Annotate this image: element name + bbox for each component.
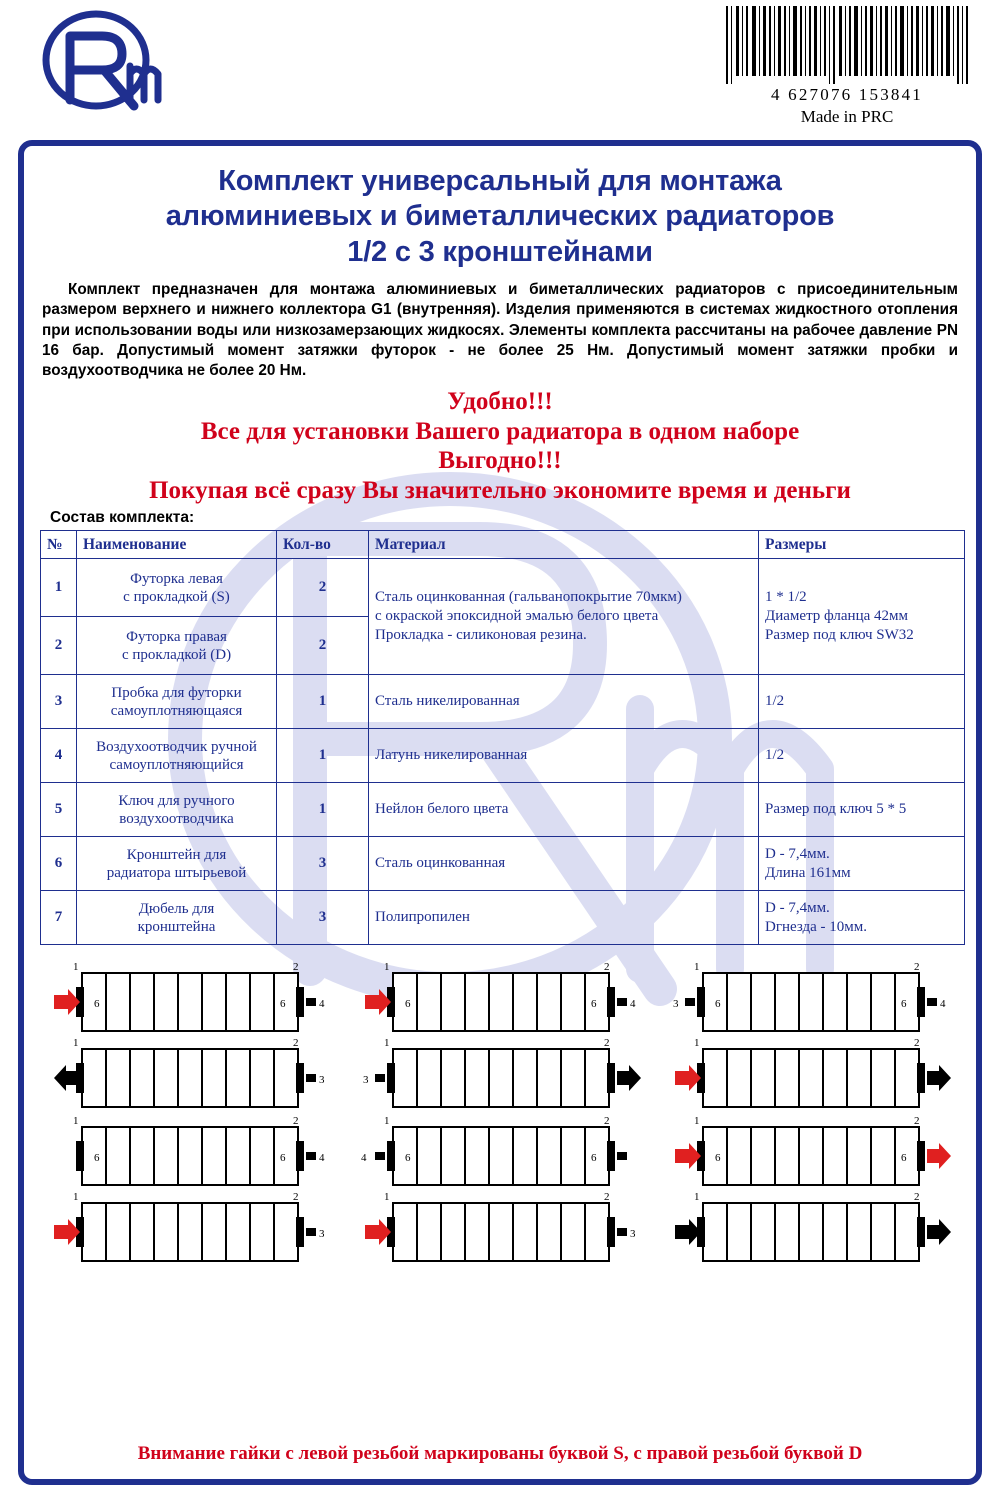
barcode-image xyxy=(722,6,972,84)
svg-text:6: 6 xyxy=(715,1152,721,1165)
svg-text:6: 6 xyxy=(280,1152,286,1165)
svg-text:6: 6 xyxy=(94,998,100,1011)
cell-size xyxy=(759,891,965,945)
cell-quantity: 1 xyxy=(277,729,369,783)
svg-text:6: 6 xyxy=(94,1152,100,1165)
svg-text:1: 1 xyxy=(383,961,390,974)
svg-text:3: 3 xyxy=(362,1074,369,1087)
cell-size: 1/2 xyxy=(759,675,965,729)
cell-name-line-2: с прокладкой (S) xyxy=(123,588,230,605)
svg-text:6: 6 xyxy=(280,998,286,1011)
cell-name-line-1: Ключ для ручного xyxy=(118,792,235,809)
table-row xyxy=(41,729,965,783)
svg-text:6: 6 xyxy=(901,1152,907,1165)
svg-text:6: 6 xyxy=(404,998,411,1011)
svg-text:2: 2 xyxy=(603,1037,610,1050)
cell-size-merged xyxy=(759,559,965,675)
diagram-3 xyxy=(661,959,964,1109)
cell-material-merged xyxy=(369,559,759,675)
footer-warning: Внимание гайки с левой резьбой маркированы буквой S, с правой резьбой буквой D xyxy=(137,1443,863,1464)
table-row xyxy=(41,891,965,945)
table-row xyxy=(41,783,965,837)
th-quantity: Кол-во xyxy=(277,531,369,559)
cell-size: 1/2 xyxy=(759,729,965,783)
size-line-2: Длина 161мм xyxy=(765,864,851,881)
table-row xyxy=(41,837,965,891)
size-line-1: D - 7,4мм. xyxy=(765,899,830,916)
svg-text:6: 6 xyxy=(901,998,907,1011)
cell-material: Сталь оцинкованная xyxy=(369,837,759,891)
svg-text:4: 4 xyxy=(360,1152,367,1165)
cell-material: Сталь никелированная xyxy=(369,675,759,729)
diagram-4 xyxy=(40,1113,343,1263)
cell-number: 2 xyxy=(41,617,77,675)
svg-text:3: 3 xyxy=(319,1074,325,1087)
barcode-block xyxy=(722,6,972,127)
svg-text:3: 3 xyxy=(629,1228,636,1241)
kit-table xyxy=(40,530,965,945)
diagram-5 xyxy=(351,1113,654,1263)
svg-text:4: 4 xyxy=(319,998,325,1011)
intro-paragraph: Комплект предназначен для монтажа алюминиевых и биметаллических радиаторов с присоединительным размером верхнего и нижнего коллектора G1 (внутренняя). Изделия применяются в системах жидкостного отопления при использовании воды или низкозамерзающих жидкосях. Элементы комплекта рассчитаны на рабочее давление PN 16 бар. Допустимый момент затяжки футорок - не более 25 Нм. Допустимый момент затяжки пробки и воздухоотводчика не более 20 Нм. xyxy=(42,281,958,379)
material-line-3: Прокладка - силиконовая резина. xyxy=(375,626,587,643)
cell-name-line-2: самоуплотняющаяся xyxy=(110,702,243,719)
cell-name-line-1: Пробка для футорки xyxy=(111,684,242,701)
svg-text:1: 1 xyxy=(383,1191,390,1204)
cell-name-line-1: Кронштейн для xyxy=(126,846,227,863)
cell-name xyxy=(77,675,277,729)
svg-text:6: 6 xyxy=(715,998,721,1011)
svg-text:1: 1 xyxy=(73,1037,79,1050)
svg-text:2: 2 xyxy=(293,1191,299,1204)
cell-quantity: 1 xyxy=(277,783,369,837)
title-line-2: алюминиевых и биметаллических радиаторов xyxy=(165,200,835,233)
cell-quantity: 2 xyxy=(277,559,369,617)
company-logo xyxy=(30,8,185,118)
cell-name-line-2: воздухоотводчика xyxy=(119,810,234,827)
page-title xyxy=(40,164,960,270)
svg-text:2: 2 xyxy=(603,961,610,974)
cell-material: Нейлон белого цвета xyxy=(369,783,759,837)
cell-quantity: 3 xyxy=(277,891,369,945)
diagram-1 xyxy=(40,959,343,1109)
title-line-1: Комплект универсальный для монтажа xyxy=(218,165,782,197)
title-line-3: 1/2 с 3 кронштейнами xyxy=(347,235,653,268)
svg-text:1: 1 xyxy=(694,1191,700,1204)
cell-name xyxy=(77,559,277,617)
slogan-line-4: Покупая всё сразу Вы значительно экономите время и деньги xyxy=(149,476,851,504)
svg-text:4: 4 xyxy=(940,998,946,1011)
cell-material: Латунь никелированная xyxy=(369,729,759,783)
th-material: Материал xyxy=(369,531,759,559)
svg-text:2: 2 xyxy=(603,1115,610,1128)
svg-text:2: 2 xyxy=(293,961,299,974)
slogan-line-1: Удобно!!! xyxy=(447,388,553,416)
svg-text:3: 3 xyxy=(673,998,679,1011)
cell-number: 4 xyxy=(41,729,77,783)
material-line-1: Сталь оцинкованная (гальванопокрытие 70мкм) xyxy=(375,589,682,606)
cell-name-line-2: с прокладкой (D) xyxy=(121,646,232,663)
cell-material: Полипропилен xyxy=(369,891,759,945)
cell-name-line-2: радиатора штырьевой xyxy=(106,864,247,881)
svg-text:2: 2 xyxy=(914,1037,920,1050)
svg-text:6: 6 xyxy=(590,998,597,1011)
cell-name-line-1: Футорка левая xyxy=(130,570,223,587)
cell-quantity: 3 xyxy=(277,837,369,891)
size-line-3: Размер под ключ SW32 xyxy=(765,626,914,643)
document-panel xyxy=(18,140,982,1485)
svg-text:2: 2 xyxy=(603,1191,610,1204)
svg-text:2: 2 xyxy=(914,961,920,974)
cell-name-line-2: самоуплотняющийся xyxy=(109,756,244,773)
material-line-2: с окраской эпоксидной эмалью белого цвета xyxy=(375,608,659,625)
svg-text:1: 1 xyxy=(694,961,700,974)
cell-quantity: 1 xyxy=(277,675,369,729)
size-line-2: Dгнезда - 10мм. xyxy=(765,918,868,935)
cell-name xyxy=(77,617,277,675)
svg-text:3: 3 xyxy=(319,1228,325,1241)
svg-text:2: 2 xyxy=(914,1191,920,1204)
cell-name xyxy=(77,783,277,837)
svg-text:6: 6 xyxy=(404,1152,411,1165)
slogan-block xyxy=(40,387,960,505)
svg-text:1: 1 xyxy=(383,1115,390,1128)
barcode-number: 4 627076 153841 xyxy=(771,85,923,104)
th-number: № xyxy=(41,531,77,559)
svg-text:1: 1 xyxy=(694,1115,700,1128)
cell-name xyxy=(77,729,277,783)
svg-text:1: 1 xyxy=(73,1115,79,1128)
cell-name-line-1: Футорка правая xyxy=(126,628,227,645)
cell-name-line-1: Дюбель для xyxy=(138,900,215,917)
diagram-2 xyxy=(351,959,654,1109)
svg-text:1: 1 xyxy=(73,961,79,974)
svg-text:2: 2 xyxy=(293,1037,299,1050)
size-line-2: Диаметр фланца 42мм xyxy=(765,608,908,625)
svg-text:4: 4 xyxy=(629,998,636,1011)
composition-label: Состав комплекта: xyxy=(50,509,195,527)
cell-number: 3 xyxy=(41,675,77,729)
table-header-row xyxy=(41,531,965,559)
slogan-line-2: Все для установки Вашего радиатора в одном наборе xyxy=(200,417,800,445)
table-row xyxy=(41,559,965,617)
slogan-line-3: Выгодно!!! xyxy=(438,447,562,475)
size-line-1: 1 * 1/2 xyxy=(765,589,807,606)
cell-name xyxy=(77,837,277,891)
svg-text:1: 1 xyxy=(694,1037,700,1050)
table-row xyxy=(41,675,965,729)
size-line-1: D - 7,4мм. xyxy=(765,845,830,862)
cell-name-line-2: кронштейна xyxy=(137,918,216,935)
diagram-6 xyxy=(661,1113,964,1263)
cell-number: 5 xyxy=(41,783,77,837)
cell-name-line-1: Воздухоотводчик ручной xyxy=(96,738,257,755)
cell-name xyxy=(77,891,277,945)
cell-quantity: 2 xyxy=(277,617,369,675)
header-strip xyxy=(0,0,1000,140)
cell-number: 7 xyxy=(41,891,77,945)
th-size: Размеры xyxy=(759,531,965,559)
cell-size xyxy=(759,837,965,891)
svg-text:2: 2 xyxy=(914,1115,920,1128)
th-name: Наименование xyxy=(77,531,277,559)
svg-text:2: 2 xyxy=(293,1115,299,1128)
svg-text:6: 6 xyxy=(590,1152,597,1165)
svg-text:4: 4 xyxy=(319,1152,325,1165)
made-in-label: Made in PRC xyxy=(800,107,894,126)
cell-number: 1 xyxy=(41,559,77,617)
svg-text:1: 1 xyxy=(383,1037,390,1050)
cell-number: 6 xyxy=(41,837,77,891)
cell-size: Размер под ключ 5 * 5 xyxy=(759,783,965,837)
svg-text:1: 1 xyxy=(73,1191,79,1204)
connection-diagrams xyxy=(40,959,964,1263)
